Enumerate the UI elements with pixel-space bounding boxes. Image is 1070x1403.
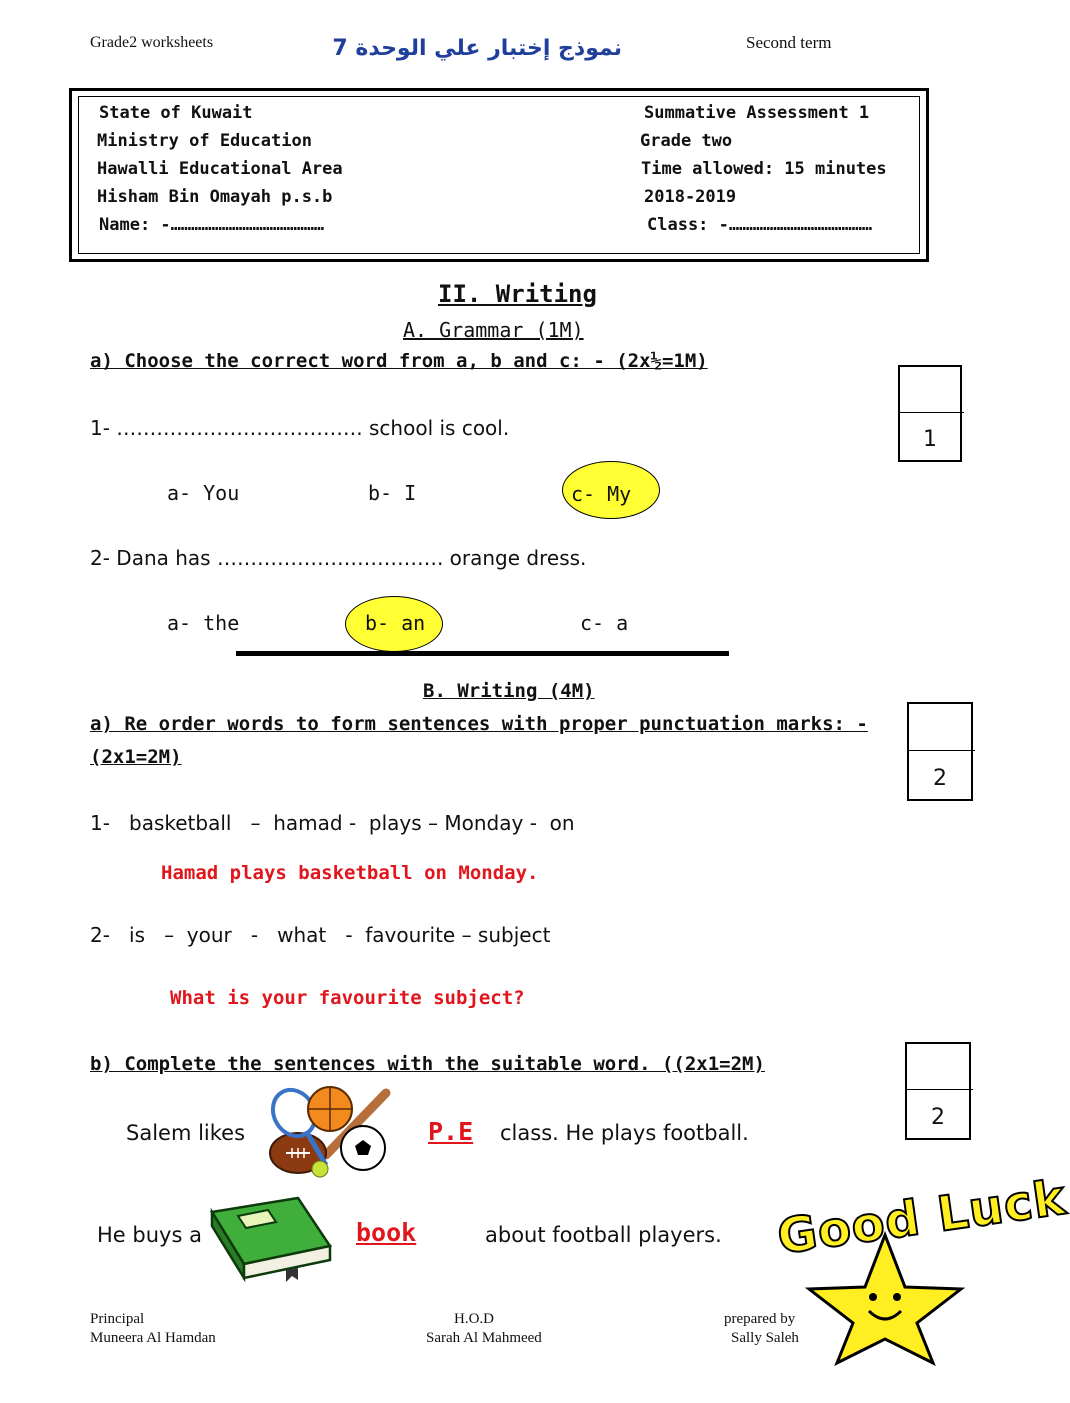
grammar-instruction: a) Choose the correct word from a, b and c: - (2x½=1M) xyxy=(90,350,708,372)
q1-option-b[interactable]: b- I xyxy=(368,481,417,505)
writing-title: B. Writing (4M) xyxy=(423,680,595,702)
grammar-title: A. Grammar (1M) xyxy=(403,318,584,342)
prepared-by-role: prepared by xyxy=(724,1311,796,1327)
q2-option-a[interactable]: a- the xyxy=(167,611,240,635)
reorder-instruction-marks: (2x1=2M) xyxy=(90,746,182,768)
q1-option-a[interactable]: a- You xyxy=(167,481,240,505)
reorder-2: 2- is – your - what - favourite – subject xyxy=(90,923,551,947)
complete-1-end: class. He plays football. xyxy=(500,1121,749,1145)
header-right-2: Grade two xyxy=(640,131,733,151)
complete-2-start: He buys a xyxy=(97,1223,202,1247)
principal-role: Principal xyxy=(90,1311,145,1327)
principal-name: Muneera Al Hamdan xyxy=(90,1330,216,1346)
complete-instruction: b) Complete the sentences with the suitable word. ((2x1=2M) xyxy=(90,1053,765,1075)
prepared-by-name: Sally Saleh xyxy=(731,1330,799,1346)
mark-box-reorder xyxy=(907,702,973,801)
section-divider xyxy=(236,651,729,656)
section-title: II. Writing xyxy=(438,280,597,308)
header-left-2: Ministry of Education xyxy=(97,131,312,151)
header-left-4: Hisham Bin Omayah p.s.b xyxy=(97,187,333,207)
mark-value: 2 xyxy=(931,1105,945,1130)
top-left-label: Grade2 worksheets xyxy=(90,34,214,51)
header-right-4: 2018-2019 xyxy=(644,187,737,207)
complete-2-answer: book xyxy=(356,1218,417,1247)
header-right-3: Time allowed: 15 minutes xyxy=(641,159,887,179)
question-1: 1- ………………………………. school is cool. xyxy=(90,416,510,440)
reorder-instruction: a) Re order words to form sentences with proper punctuation marks: - xyxy=(90,713,868,735)
complete-1-answer: P.E xyxy=(428,1117,474,1146)
arabic-title: نموذج إختبار علي الوحدة 7 xyxy=(332,36,622,61)
reorder-2-answer: What is your favourite subject? xyxy=(170,987,525,1009)
q2-option-b[interactable]: b- an xyxy=(365,611,426,635)
complete-2-end: about football players. xyxy=(485,1223,722,1247)
question-2: 2- Dana has ……………………………. orange dress. xyxy=(90,546,587,570)
header-left-1: State of Kuwait xyxy=(99,103,253,123)
header-left-3: Hawalli Educational Area xyxy=(97,159,343,179)
reorder-1-answer: Hamad plays basketball on Monday. xyxy=(161,862,539,884)
mark-value: 1 xyxy=(923,427,937,452)
header-right-1: Summative Assessment 1 xyxy=(644,103,870,123)
book-image xyxy=(206,1194,334,1284)
hod-role: H.O.D xyxy=(454,1311,494,1327)
top-right-label: Second term xyxy=(746,33,832,52)
name-field: Name: -……………………………………… xyxy=(99,215,325,235)
mark-value: 2 xyxy=(933,766,947,791)
class-field: Class: -…………………………………… xyxy=(647,215,873,235)
good-luck-text: Good Luck xyxy=(774,1169,1070,1266)
mark-box-complete xyxy=(905,1042,971,1140)
sports-balls-image xyxy=(268,1085,388,1180)
reorder-1: 1- basketball – hamad - plays – Monday - on xyxy=(90,811,575,835)
complete-1-start: Salem likes xyxy=(126,1121,246,1145)
mark-box-grammar xyxy=(898,365,962,462)
q1-option-c[interactable]: c- My xyxy=(571,482,632,506)
hod-name: Sarah Al Mahmeed xyxy=(426,1330,542,1346)
q2-option-c[interactable]: c- a xyxy=(580,611,629,635)
